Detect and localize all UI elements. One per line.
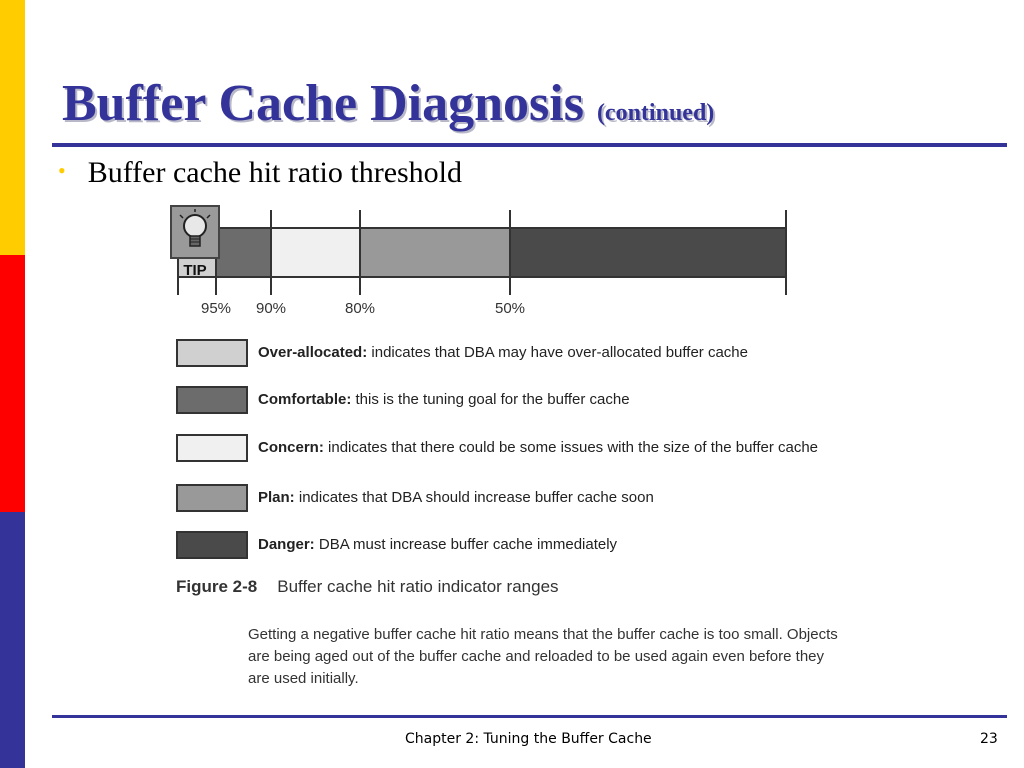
tip-label: TIP xyxy=(183,262,207,279)
legend-text: Plan: indicates that DBA should increase buffer cache soon xyxy=(258,489,654,506)
bullet-dot-icon: • xyxy=(58,158,66,183)
legend-swatch xyxy=(176,434,248,462)
slide-title-continued: (continued) xyxy=(596,100,715,126)
lightbulb-tip-icon xyxy=(170,205,220,279)
segment-danger xyxy=(510,228,786,277)
segment-plan xyxy=(360,228,510,277)
page-number: 23 xyxy=(980,731,998,747)
tick-label-80: 80% xyxy=(344,300,376,317)
sidebar-yellow-block xyxy=(0,0,25,255)
tick-label-95: 95% xyxy=(200,300,232,317)
figure-hit-ratio-ranges xyxy=(170,205,870,695)
legend-swatch xyxy=(176,386,248,414)
figure-caption-label: Figure 2-8 xyxy=(176,577,258,596)
legend-swatch xyxy=(176,484,248,512)
tick-label-50: 50% xyxy=(494,300,526,317)
legend-text: Comfortable: this is the tuning goal for the buffer cache xyxy=(258,391,630,408)
sidebar-color-bar xyxy=(0,0,25,768)
bullet-point xyxy=(58,156,462,190)
legend-text: Danger: DBA must increase buffer cache immediately xyxy=(258,536,618,553)
legend-text: Concern: indicates that there could be some issues with the size of the buffer cache xyxy=(258,439,819,456)
figure-caption xyxy=(176,577,559,597)
segment-comfortable xyxy=(216,228,271,277)
figure-caption-text: Buffer cache hit ratio indicator ranges xyxy=(277,577,559,596)
segment-concern xyxy=(271,228,360,277)
hit-ratio-bar-diagram xyxy=(170,205,870,305)
tick-label-90: 90% xyxy=(255,300,287,317)
legend-swatch xyxy=(176,339,248,367)
footer-divider xyxy=(52,715,1007,718)
slide-title xyxy=(62,74,714,133)
title-divider xyxy=(52,143,1007,147)
legend-text: Over-allocated: indicates that DBA may have over-allocated buffer cache xyxy=(258,344,748,361)
legend-swatch xyxy=(176,531,248,559)
bullet-text: Buffer cache hit ratio threshold xyxy=(87,156,463,189)
tip-text: Getting a negative buffer cache hit ratio means that the buffer cache is too small. Objects are being aged out of the buffer cache and reloaded to be used again even before they are used initially. xyxy=(248,626,838,687)
slide-title-main: Buffer Cache Diagnosis xyxy=(62,75,584,132)
sidebar-red-block xyxy=(0,255,25,512)
sidebar-blue-block xyxy=(0,512,25,768)
footer-chapter-title: Chapter 2: Tuning the Buffer Cache xyxy=(405,731,652,747)
